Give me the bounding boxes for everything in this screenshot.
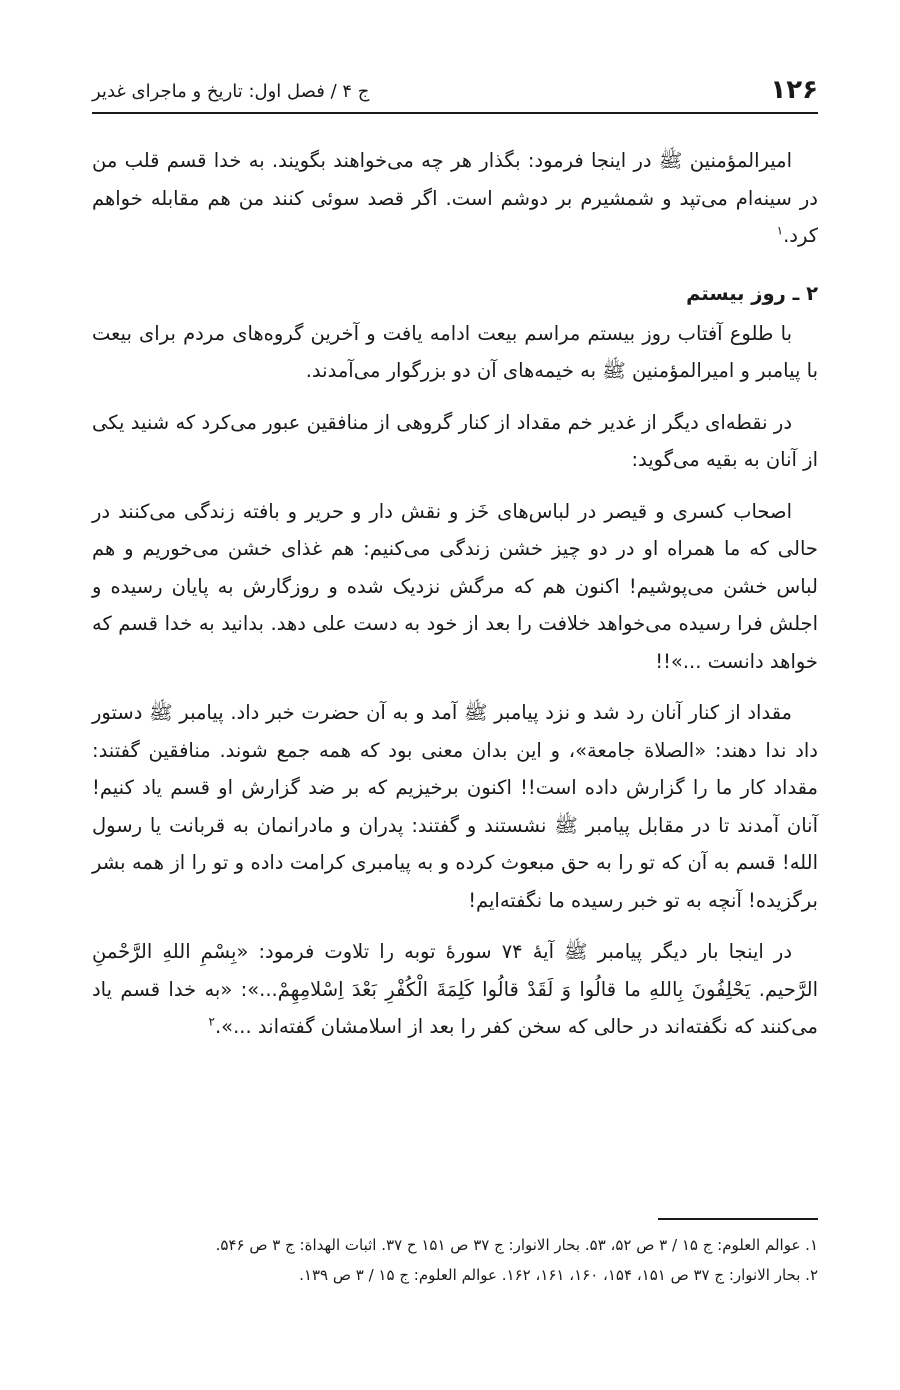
footnote-marker-2: ۲ <box>208 1014 215 1029</box>
section-heading: ۲ ـ روز بیستم <box>686 281 818 305</box>
footnotes <box>92 1218 818 1290</box>
page-number: ۱۲۶ <box>770 75 818 105</box>
paragraph-6-text: در اینجا بار دیگر پیامبر ﷺ آیهٔ ۷۴ سورهٔ توبه را تلاوت فرمود: «بِسْمِ اللهِ الرَّحْمنِ الرَّحیم. یَحْلِفُونَ بِاللهِ ما قالُوا وَ لَقَدْ قالُوا کَلِمَةَ الْکُفْرِ بَعْدَ اِسْلامِهِمْ...»: «به خدا قسم یاد می‌کنند که نگفته‌اند در حالی که سخن کفر را بعد از اسلامشان گفته‌اند ...». <box>92 940 818 1038</box>
footnote-marker-1: ۱ <box>776 223 784 238</box>
footnote-1: ۱. عوالم العلوم: ج ۱۵ / ۳ ص ۵۲، ۵۳. بحار الانوار: ج ۳۷ ص ۱۵۱ ح ۳۷. اثبات الهداة: ج ۳ ص ۵۴۶. <box>215 1236 818 1254</box>
paragraph-5: مقداد از کنار آنان رد شد و نزد پیامبر ﷺ آمد و به آن حضرت خبر داد. پیامبر ﷺ دستور داد ندا دهند: «الصلاة جامعة»، و این بدان معنی بود که همه جمع شوند. منافقین گفتند: مقداد کار ما را گزارش داده است!! اکنون برخیزیم که بر ضد گزارش او قسم یاد کنیم! آنان آمدند تا در مقابل پیامبر ﷺ نشستند و گفتند: پدران و مادرانمان به قربانت یا رسول الله! قسم به آن که تو را به حق مبعوث کرده و به پیامبری کرامت داده و تو را از همه بشر برگزیده! آنچه به تو خبر رسیده ما نگفته‌ایم! <box>92 701 818 912</box>
paragraph-1 <box>92 142 818 255</box>
running-title: ج ۴ / فصل اول: تاریخ و ماجرای غدیر <box>92 81 370 102</box>
book-page <box>92 60 818 1060</box>
paragraph-1-text: امیرالمؤمنین ﷺ در اینجا فرمود: بگذار هر چه می‌خواهند بگویند. به خدا قسم قلب من در سینه‌ام می‌تپد و شمشیرم بر دوشم است. اگر قصد سوئی کنند من هم مقابله خواهم کرد. <box>92 149 818 247</box>
running-header <box>92 60 818 114</box>
footnote-rule <box>658 1218 818 1220</box>
paragraph-6 <box>92 933 818 1046</box>
paragraph-3: در نقطه‌ای دیگر از غدیر خم مقداد از کنار گروهی از منافقین عبور می‌کرد که شنید یکی از آنان به بقیه می‌گوید: <box>92 410 818 471</box>
body-text <box>92 142 818 1046</box>
footnote-2: ۲. بحار الانوار: ج ۳۷ ص ۱۵۱، ۱۵۴، ۱۶۰، ۱۶۱، ۱۶۲. عوالم العلوم: ج ۱۵ / ۳ ص ۱۳۹. <box>299 1266 818 1284</box>
paragraph-4: اصحاب کسری و قیصر در لباس‌های خَز و نقش دار و حریر و بافته زندگی می‌کنند در حالی که ما همراه او در دو چیز خشن زندگی می‌کنیم: هم غذای خشن می‌خوریم و هم لباس خشن می‌پوشیم! اکنون هم که مرگش نزدیک شده و روزگارش به پایان رسیده و اجلش فرا رسیده می‌خواهد خلافت را بعد از خود به دست علی دهد. بدانید به خدا قسم که خواهد دانست ...»!! <box>92 499 818 673</box>
paragraph-2: با طلوع آفتاب روز بیستم مراسم بیعت ادامه یافت و آخرین گروه‌های مردم برای بیعت با پیامبر و امیرالمؤمنین ﷺ به خیمه‌های آن دو بزرگوار می‌آمدند. <box>92 321 818 382</box>
